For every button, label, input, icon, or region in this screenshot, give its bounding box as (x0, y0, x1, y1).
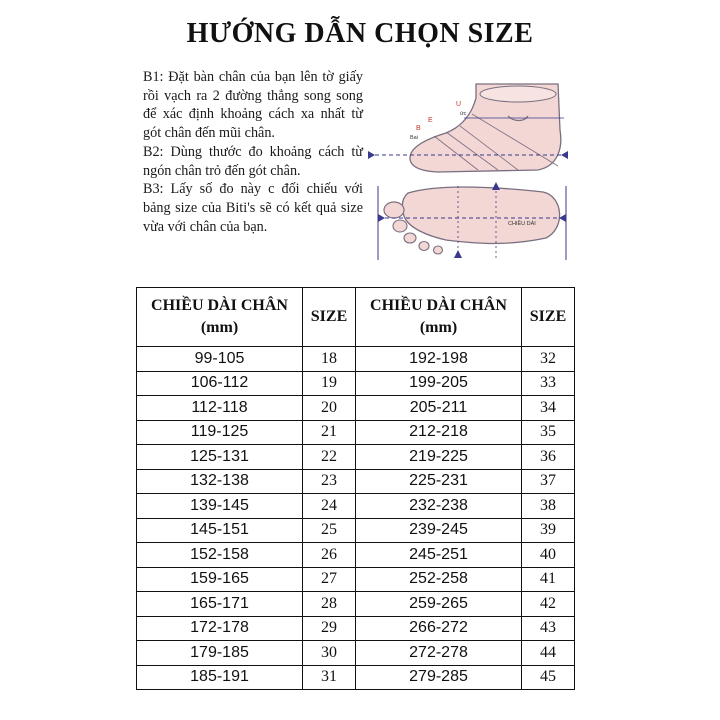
table-row: 99-105 18 192-198 32 (137, 347, 575, 372)
header-length-left: CHIỀU DÀI CHÂN (mm) (137, 288, 303, 347)
size-table (136, 287, 575, 690)
table-row: 185-191 31 279-285 45 (137, 665, 575, 690)
table-row: 132-138 23 225-231 37 (137, 469, 575, 494)
table-row: 172-178 29 266-272 43 (137, 616, 575, 641)
table-row: 125-131 22 219-225 36 (137, 445, 575, 470)
header-length-right: CHIỀU DÀI CHÂN (mm) (356, 288, 522, 347)
label-e: E (428, 117, 433, 124)
length-label: CHIỀU DÀI (508, 221, 536, 227)
step-3: B3: Lấy số đo này c đối chiếu với bảng size của Biti's sẽ có kết quả size vừa với chân của bạn. (143, 181, 363, 235)
label-u-text: ức (460, 111, 467, 117)
foot-side-view (368, 84, 568, 172)
foot-top-view (378, 182, 566, 260)
label-u: U (456, 101, 462, 108)
table-row: 159-165 27 252-258 41 (137, 567, 575, 592)
table-row: 139-145 24 232-238 38 (137, 494, 575, 519)
label-b: B (416, 125, 421, 132)
table-header-row (137, 288, 575, 347)
header-size-right: SIZE (522, 288, 575, 347)
header-size-left: SIZE (303, 288, 356, 347)
table-row: 106-112 19 199-205 33 (137, 371, 575, 396)
table-row: 165-171 28 259-265 42 (137, 592, 575, 617)
step-1: B1: Đặt bàn chân của bạn lên tờ giấy rồi vạch ra 2 đường thẳng song song để xác định khoảng cách xa nhất từ gót chân đến mũi chân. (143, 69, 363, 142)
instructions (143, 68, 363, 236)
table-row: 152-158 26 245-251 40 (137, 543, 575, 568)
table-row: 119-125 21 212-218 35 (137, 420, 575, 445)
label-b-text: Bai (410, 135, 418, 141)
table-row: 179-185 30 272-278 44 (137, 641, 575, 666)
page-title: HƯỚNG DẪN CHỌN SIZE (186, 18, 534, 49)
step-2: B2: Dùng thước đo khoảng cách từ ngón chân trỏ đến gót chân. (143, 143, 363, 179)
table-row: 145-151 25 239-245 39 (137, 518, 575, 543)
foot-measure-diagram (368, 78, 578, 268)
table-row: 112-118 20 205-211 34 (137, 396, 575, 421)
